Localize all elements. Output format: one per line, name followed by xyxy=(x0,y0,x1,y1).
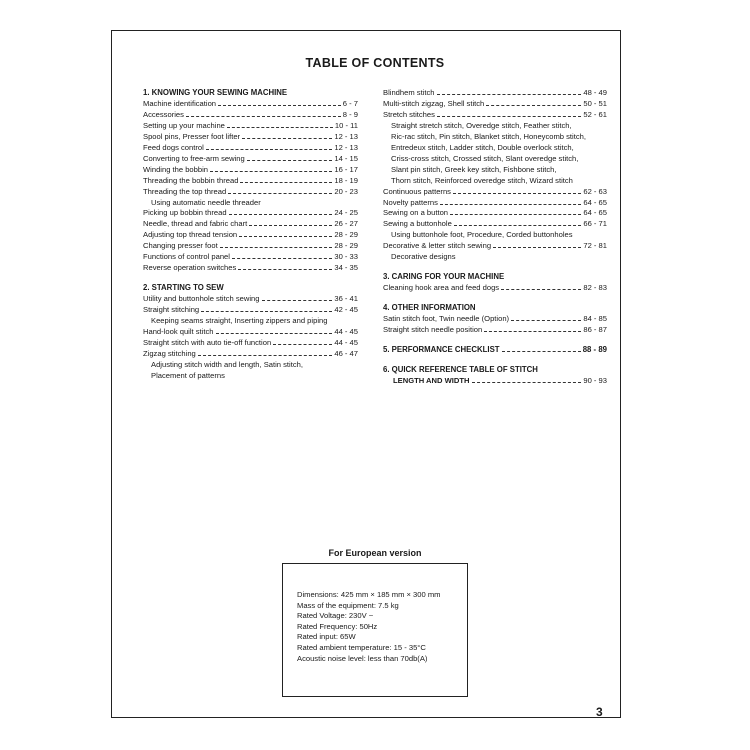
toc-entry-label: Picking up bobbin thread xyxy=(143,208,227,218)
section-heading-text: 6. QUICK REFERENCE TABLE OF STITCH xyxy=(383,364,538,374)
page-number: 3 xyxy=(596,705,603,719)
toc-entry-page: 16 - 17 xyxy=(334,164,358,174)
toc-entry xyxy=(143,241,358,252)
dot-leader xyxy=(454,225,582,226)
toc-entry xyxy=(143,132,358,143)
dot-leader xyxy=(218,105,341,106)
toc-left-column xyxy=(143,88,358,382)
toc-entry xyxy=(143,294,358,305)
dot-leader xyxy=(437,94,582,95)
toc-entry-page: 14 - 15 xyxy=(334,153,358,163)
toc-entry-label: Converting to free-arm sewing xyxy=(143,153,245,163)
dot-leader xyxy=(273,344,332,345)
spec-line: Rated Voltage: 230V ~ xyxy=(297,611,374,621)
dot-leader xyxy=(511,320,581,321)
toc-entry-label: Satin stitch foot, Twin needle (Option) xyxy=(383,314,510,324)
toc-entry-label: Spool pins, Presser foot lifter xyxy=(143,131,241,141)
section-heading xyxy=(143,283,358,294)
toc-entry xyxy=(143,143,358,154)
toc-entry-label: Straight stitching xyxy=(143,305,200,315)
toc-entry xyxy=(383,325,607,336)
toc-entry-page: 90 - 93 xyxy=(583,375,607,385)
toc-entry-page: 84 - 85 xyxy=(583,314,607,324)
toc-entry-label: Continuous patterns xyxy=(383,186,451,196)
toc-subentry: Keeping seams straight, Inserting zippers and piping xyxy=(151,316,328,326)
toc-entry xyxy=(383,110,607,121)
section-heading-text: 4. OTHER INFORMATION xyxy=(383,303,476,313)
section-heading xyxy=(143,88,358,99)
dot-leader xyxy=(493,247,581,248)
toc-entry xyxy=(143,165,358,176)
toc-entry-label: LENGTH AND WIDTH xyxy=(393,375,470,385)
toc-entry-label: Straight stitch needle position xyxy=(383,325,483,335)
toc-entry xyxy=(383,99,607,110)
dot-leader xyxy=(486,105,581,106)
spec-line: Rated ambient temperature: 15 - 35°C xyxy=(297,642,426,652)
toc-subentry: Entredeux stitch, Ladder stitch, Double overlock stitch, xyxy=(391,142,574,152)
toc-entry xyxy=(143,349,358,360)
toc-entry-page: 64 - 65 xyxy=(583,208,607,218)
toc-entry-label: Setting up your machine xyxy=(143,120,225,130)
toc-entry-page: 30 - 33 xyxy=(334,252,358,262)
dot-leader xyxy=(249,225,332,226)
toc-entry xyxy=(143,338,358,349)
specifications-box xyxy=(282,563,468,697)
toc-entry-label: Sewing a buttonhole xyxy=(383,219,452,229)
toc-entry xyxy=(383,219,607,230)
toc-entry-page: 34 - 35 xyxy=(334,263,358,273)
toc-entry xyxy=(383,314,607,325)
section-heading xyxy=(383,303,607,314)
section-heading-text: 2. STARTING TO SEW xyxy=(143,283,224,293)
toc-subentry: Criss-cross stitch, Crossed stitch, Slant overedge stitch, xyxy=(391,153,579,163)
toc-entry-label: Feed dogs control xyxy=(143,142,204,152)
toc-subentry: Slant pin stitch, Greek key stitch, Fishbone stitch, xyxy=(391,164,557,174)
dot-leader xyxy=(201,311,332,312)
toc-entry xyxy=(143,230,358,241)
dot-leader xyxy=(242,138,332,139)
toc-entry-page: 64 - 65 xyxy=(583,197,607,207)
toc-entry-page: 44 - 45 xyxy=(334,327,358,337)
toc-entry xyxy=(143,121,358,132)
toc-entry xyxy=(143,187,358,198)
toc-subentry: Ric-rac stitch, Pin stitch, Blanket stitch, Honeycomb stitch, xyxy=(391,131,586,141)
dot-leader xyxy=(437,116,581,117)
toc-entry-label: Winding the bobbin xyxy=(143,164,209,174)
dot-leader xyxy=(472,382,582,383)
toc-entry-label: Stretch stitches xyxy=(383,109,435,119)
dot-leader xyxy=(216,333,333,334)
toc-subentry: Thorn stitch, Reinforced overedge stitch, Wizard stitch xyxy=(391,175,573,185)
toc-entry-label: Adjusting top thread tension xyxy=(143,230,238,240)
dot-leader xyxy=(186,116,341,117)
toc-entry-page: 62 - 63 xyxy=(583,186,607,196)
toc-subentry: Straight stretch stitch, Overedge stitch, Feather stitch, xyxy=(391,120,572,130)
dot-leader xyxy=(220,247,333,248)
toc-entry-page: 48 - 49 xyxy=(583,88,607,97)
toc-entry-label: Accessories xyxy=(143,109,184,119)
toc-entry xyxy=(383,345,607,356)
dot-leader xyxy=(228,193,332,194)
toc-entry-label: Cleaning hook area and feed dogs xyxy=(383,283,500,293)
dot-leader xyxy=(198,355,333,356)
toc-entry-label: Functions of control panel xyxy=(143,252,230,262)
toc-entry xyxy=(383,198,607,209)
section-heading-text: 1. KNOWING YOUR SEWING MACHINE xyxy=(143,88,288,97)
toc-entry-label: Straight stitch with auto tie-off function xyxy=(143,337,272,347)
toc-entry xyxy=(383,187,607,198)
toc-entry-label: Threading the bobbin thread xyxy=(143,175,239,185)
dot-leader xyxy=(440,204,581,205)
toc-entry-page: 18 - 19 xyxy=(334,175,358,185)
dot-leader xyxy=(238,269,332,270)
toc-entry xyxy=(383,241,607,252)
toc-entry xyxy=(143,305,358,316)
toc-entry xyxy=(383,283,607,294)
toc-entry-page: 8 - 9 xyxy=(342,109,358,119)
toc-entry-page: 46 - 47 xyxy=(334,348,358,358)
toc-entry-page: 82 - 83 xyxy=(583,283,607,293)
toc-subentry: Adjusting stitch width and length, Satin stitch, xyxy=(151,359,303,369)
dot-leader xyxy=(210,171,332,172)
dot-leader xyxy=(247,160,333,161)
section-heading-text: 3. CARING FOR YOUR MACHINE xyxy=(383,272,505,282)
toc-entry-page: 26 - 27 xyxy=(334,219,358,229)
toc-entry-page: 52 - 61 xyxy=(583,109,607,119)
dot-leader xyxy=(229,214,333,215)
toc-entry-page: 72 - 81 xyxy=(583,241,607,251)
toc-entry-page: 10 - 11 xyxy=(334,120,358,130)
spec-line: Mass of the equipment: 7.5 kg xyxy=(297,600,399,610)
dot-leader xyxy=(453,193,581,194)
spec-line: Rated Frequency: 50Hz xyxy=(297,621,378,631)
toc-entry xyxy=(143,263,358,274)
dot-leader xyxy=(206,149,333,150)
dot-leader xyxy=(484,331,581,332)
dot-leader xyxy=(450,214,581,215)
toc-entry-page: 20 - 23 xyxy=(334,186,358,196)
section-heading xyxy=(383,345,607,356)
dot-leader xyxy=(502,351,581,352)
toc-entry-page: 28 - 29 xyxy=(334,241,358,251)
section-heading xyxy=(383,272,607,283)
toc-entry-label: Zigzag stitching xyxy=(143,348,196,358)
toc-entry xyxy=(383,88,607,99)
toc-entry xyxy=(143,252,358,263)
toc-entry xyxy=(143,99,358,110)
toc-entry-label: Utility and buttonhole stitch sewing xyxy=(143,294,260,304)
toc-entry xyxy=(383,208,607,219)
toc-entry-page: 6 - 7 xyxy=(342,98,358,108)
dot-leader xyxy=(239,236,332,237)
toc-entry-label: Machine identification xyxy=(143,98,217,108)
toc-entry-label: Reverse operation switches xyxy=(143,263,237,273)
toc-right-column xyxy=(383,88,607,387)
toc-entry-label: Blindhem stitch xyxy=(383,88,435,97)
toc-entry xyxy=(383,376,607,387)
spec-line: Acoustic noise level: less than 70db(A) xyxy=(297,653,428,663)
toc-entry-page: 12 - 13 xyxy=(334,131,358,141)
toc-entry-label: Novelty patterns xyxy=(383,197,438,207)
toc-entry xyxy=(143,327,358,338)
toc-entry-label: Sewing on a button xyxy=(383,208,449,218)
spec-line: Rated input: 65W xyxy=(297,632,356,642)
toc-entry-label: Hand-look quilt stitch xyxy=(143,327,214,337)
toc-subentry: Placement of patterns xyxy=(151,370,225,380)
european-version-label: For European version xyxy=(328,548,422,558)
toc-entry xyxy=(143,110,358,121)
toc-subentry: Decorative designs xyxy=(391,252,456,262)
toc-entry-label: Changing presser foot xyxy=(143,241,218,251)
dot-leader xyxy=(227,127,333,128)
toc-entry-label: Multi-stitch zigzag, Shell stitch xyxy=(383,98,485,108)
toc-entry-page: 88 - 89 xyxy=(582,345,607,355)
toc-entry-page: 12 - 13 xyxy=(334,142,358,152)
toc-entry-page: 24 - 25 xyxy=(334,208,358,218)
spec-line: Dimensions: 425 mm × 185 mm × 300 mm xyxy=(297,590,441,599)
toc-entry-page: 28 - 29 xyxy=(334,230,358,240)
dot-leader xyxy=(240,182,332,183)
toc-entry xyxy=(143,176,358,187)
dot-leader xyxy=(501,289,581,290)
toc-entry-page: 36 - 41 xyxy=(334,294,358,304)
toc-entry-label: Threading the top thread xyxy=(143,186,227,196)
toc-subentry: Using buttonhole foot, Procedure, Corded buttonholes xyxy=(391,230,573,240)
toc-entry xyxy=(143,208,358,219)
toc-entry xyxy=(143,219,358,230)
toc-entry-page: 42 - 45 xyxy=(334,305,358,315)
toc-subentry: Using automatic needle threader xyxy=(151,197,261,207)
toc-entry-page: 50 - 51 xyxy=(583,98,607,108)
toc-entry-label: Needle, thread and fabric chart xyxy=(143,219,248,229)
toc-entry xyxy=(143,154,358,165)
dot-leader xyxy=(262,300,333,301)
section-heading xyxy=(383,365,607,376)
toc-entry-page: 66 - 71 xyxy=(583,219,607,229)
dot-leader xyxy=(232,258,332,259)
page-title: TABLE OF CONTENTS xyxy=(305,56,445,70)
toc-entry-page: 86 - 87 xyxy=(583,325,607,335)
toc-entry-label: Decorative & letter stitch sewing xyxy=(383,241,492,251)
toc-entry-label: 5. PERFORMANCE CHECKLIST xyxy=(383,345,500,355)
toc-entry-page: 44 - 45 xyxy=(334,337,358,347)
